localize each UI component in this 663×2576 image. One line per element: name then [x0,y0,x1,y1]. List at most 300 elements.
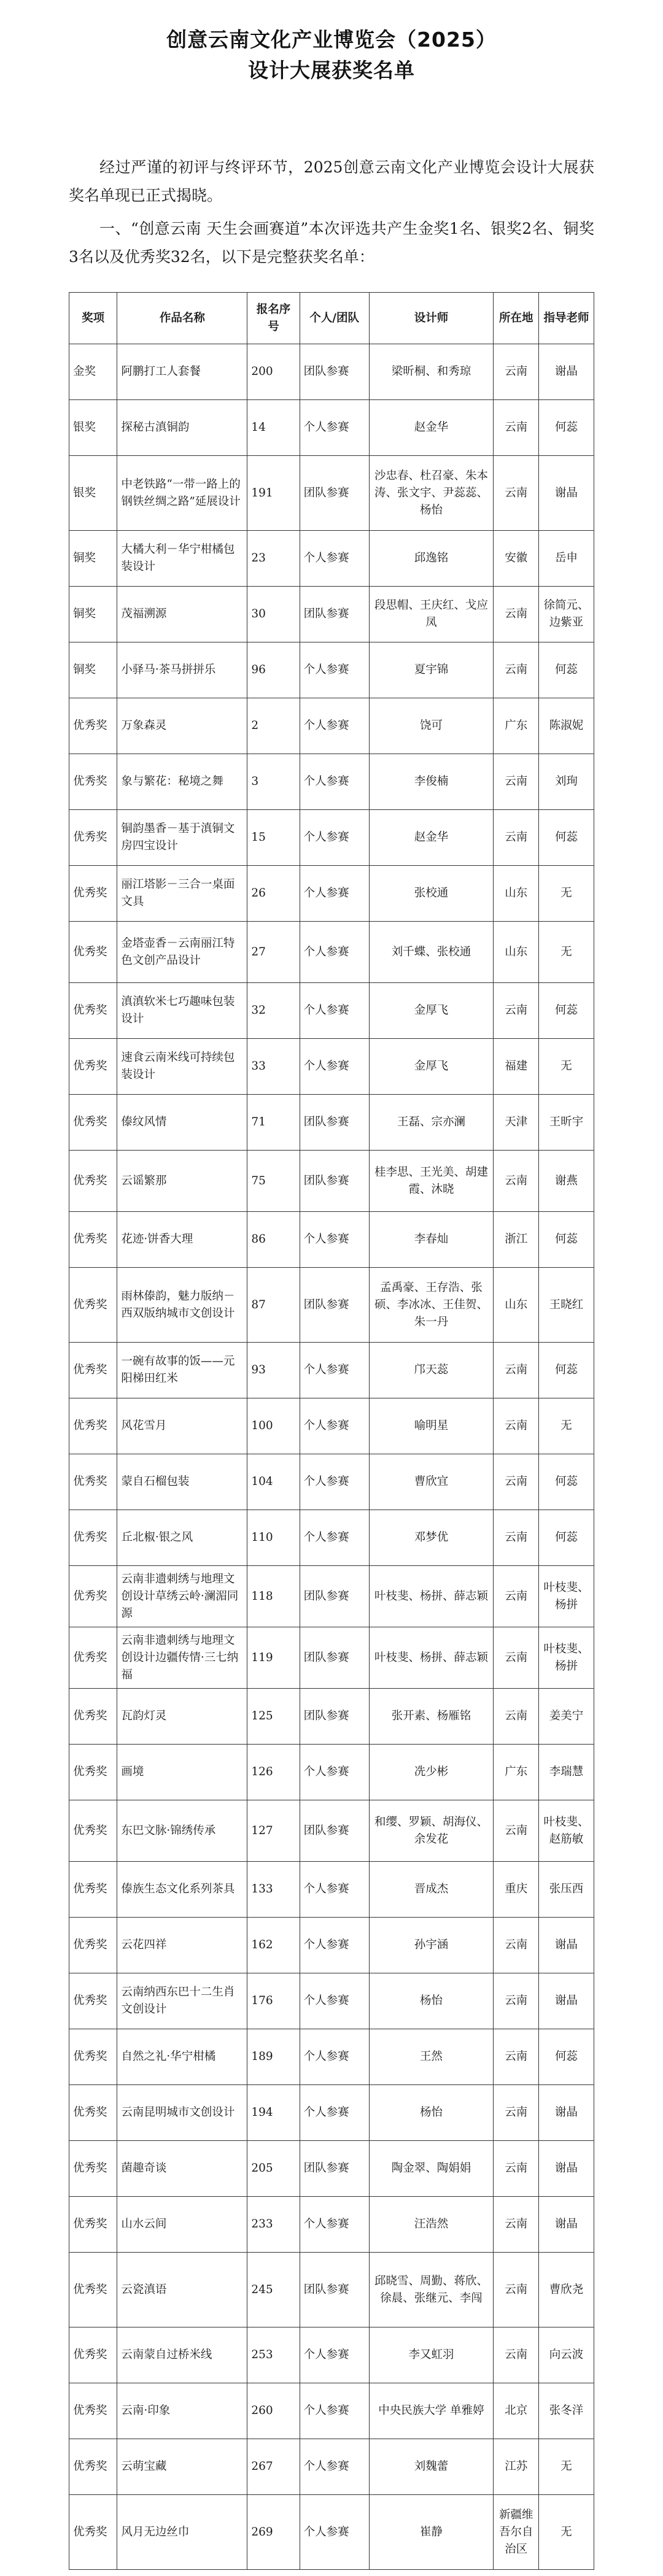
cell-work-title: 傣族生态文化系列茶具 [117,1862,247,1918]
cell-location: 云南 [494,2197,539,2253]
cell-work-title: 云南非遗刺绣与地理文创设计草绣云岭·澜湄同源 [117,1566,247,1627]
cell-designer: 曹欣宜 [369,1454,494,1510]
cell-award: 优秀奖 [69,2327,117,2383]
cell-teacher: 谢燕 [539,1151,594,1212]
cell-entry-number: 30 [247,587,300,642]
cell-entry-type: 个人参赛 [300,1343,369,1398]
table-row [69,1095,594,1151]
cell-work-title: 滇滇软米七巧趣味包装设计 [117,983,247,1039]
cell-location: 云南 [494,2141,539,2197]
cell-award: 优秀奖 [69,810,117,866]
cell-entry-type: 团队参赛 [300,1268,369,1343]
cell-entry-number: 176 [247,1973,300,2029]
cell-location: 云南 [494,642,539,698]
table-row [69,983,594,1039]
table-row [69,866,594,922]
cell-designer: 桂李思、王光美、胡建霞、沐晓 [369,1151,494,1212]
cell-award: 优秀奖 [69,1973,117,2029]
cell-designer: 张校通 [369,866,494,922]
table-row [69,1039,594,1095]
intro-paragraph-2: 一、“创意云南 天生会画赛道”本次评选共产生金奖1名、银奖2名、铜奖3名以及优秀奖32名，以下是完整获奖名单： [69,220,594,266]
cell-award: 铜奖 [69,587,117,642]
cell-designer: 陶金翠、陶娟娟 [369,2141,494,2197]
cell-location: 新疆维吾尔自治区 [494,2495,539,2570]
cell-teacher: 谢晶 [539,2141,594,2197]
cell-entry-number: 269 [247,2495,300,2570]
cell-location: 江苏 [494,2439,539,2495]
cell-entry-number: 93 [247,1343,300,1398]
cell-designer: 叶枝斐、杨拼、薛志颖 [369,1566,494,1627]
cell-location: 北京 [494,2383,539,2439]
cell-entry-type: 个人参赛 [300,1510,369,1566]
table-row [69,1918,594,1973]
table-row [69,698,594,754]
cell-award: 优秀奖 [69,1800,117,1862]
cell-designer: 冼少彬 [369,1745,494,1800]
cell-entry-number: 87 [247,1268,300,1343]
cell-work-title: 中老铁路“一带一路上的钢铁丝绸之路”延展设计 [117,456,247,531]
cell-entry-type: 个人参赛 [300,1454,369,1510]
cell-work-title: 自然之礼·华宁柑橘 [117,2029,247,2085]
cell-award: 优秀奖 [69,866,117,922]
cell-designer: 张开素、杨雁铭 [369,1689,494,1745]
table-row [69,754,594,810]
cell-work-title: 丘北椒·银之风 [117,1510,247,1566]
cell-award: 优秀奖 [69,1566,117,1627]
cell-work-title: 菌趣奇谈 [117,2141,247,2197]
cell-award: 银奖 [69,456,117,531]
cell-teacher: 张压西 [539,1862,594,1918]
table-row [69,1151,594,1212]
cell-teacher: 叶枝斐、杨拼 [539,1566,594,1627]
cell-entry-type: 个人参赛 [300,642,369,698]
cell-award: 优秀奖 [69,1212,117,1268]
cell-work-title: 东巴文脉·锦绣传承 [117,1800,247,1862]
cell-teacher: 无 [539,1398,594,1454]
cell-designer: 金厚飞 [369,1039,494,1095]
cell-work-title: 花迹·饼香大理 [117,1212,247,1268]
cell-designer: 崔静 [369,2495,494,2570]
cell-entry-number: 2 [247,698,300,754]
cell-award: 铜奖 [69,642,117,698]
cell-location: 云南 [494,2085,539,2141]
cell-entry-type: 团队参赛 [300,587,369,642]
cell-teacher: 何蕊 [539,1510,594,1566]
cell-entry-number: 260 [247,2383,300,2439]
cell-entry-number: 119 [247,1627,300,1689]
cell-entry-number: 200 [247,344,300,400]
cell-award: 优秀奖 [69,2253,117,2327]
cell-location: 云南 [494,2029,539,2085]
cell-teacher: 无 [539,866,594,922]
award-table-body [69,344,594,2570]
cell-work-title: 一碗有故事的饭——元阳梯田红米 [117,1343,247,1398]
cell-teacher: 何蕊 [539,642,594,698]
cell-entry-type: 个人参赛 [300,866,369,922]
cell-designer: 饶可 [369,698,494,754]
cell-teacher: 曹欣尧 [539,2253,594,2327]
table-row [69,400,594,456]
cell-entry-type: 个人参赛 [300,2029,369,2085]
header-award: 奖项 [69,293,117,344]
cell-designer: 孙宇涵 [369,1918,494,1973]
cell-location: 云南 [494,1627,539,1689]
cell-award: 金奖 [69,344,117,400]
title-line-1: 创意云南文化产业博览会（2025） [166,28,497,52]
cell-work-title: 云谣繁那 [117,1151,247,1212]
cell-entry-type: 个人参赛 [300,2383,369,2439]
cell-entry-number: 75 [247,1151,300,1212]
header-work: 作品名称 [117,293,247,344]
cell-entry-type: 团队参赛 [300,1566,369,1627]
table-row [69,1862,594,1918]
table-row [69,587,594,642]
table-header-row [69,293,594,344]
cell-work-title: 云萌宝藏 [117,2439,247,2495]
cell-location: 福建 [494,1039,539,1095]
cell-work-title: 雨林傣韵，魅力版纳－西双版纳城市文创设计 [117,1268,247,1343]
cell-location: 安徽 [494,531,539,587]
cell-award: 优秀奖 [69,2439,117,2495]
cell-work-title: 速食云南米线可持续包装设计 [117,1039,247,1095]
cell-location: 广东 [494,1745,539,1800]
cell-entry-number: 104 [247,1454,300,1510]
header-type: 个人/团队 [300,293,369,344]
cell-designer: 汪浩然 [369,2197,494,2253]
table-row [69,2197,594,2253]
cell-entry-number: 86 [247,1212,300,1268]
document-title [69,25,594,86]
cell-teacher: 陈淑妮 [539,698,594,754]
cell-designer: 孟禹豪、王存浩、张硕、李冰冰、王佳贺、朱一丹 [369,1268,494,1343]
cell-entry-number: 205 [247,2141,300,2197]
cell-designer: 刘千蝶、张校通 [369,922,494,983]
cell-work-title: 云瓷滇语 [117,2253,247,2327]
cell-entry-number: 33 [247,1039,300,1095]
table-row [69,1800,594,1862]
cell-award: 优秀奖 [69,1343,117,1398]
cell-work-title: 云南蒙自过桥米线 [117,2327,247,2383]
cell-entry-number: 245 [247,2253,300,2327]
cell-designer: 刘魏蕾 [369,2439,494,2495]
cell-entry-type: 团队参赛 [300,1800,369,1862]
header-number: 报名序号 [247,293,300,344]
cell-entry-number: 118 [247,1566,300,1627]
cell-teacher: 王晓红 [539,1268,594,1343]
cell-teacher: 无 [539,1039,594,1095]
cell-location: 云南 [494,400,539,456]
cell-designer: 王然 [369,2029,494,2085]
cell-location: 云南 [494,344,539,400]
cell-award: 铜奖 [69,531,117,587]
cell-entry-number: 23 [247,531,300,587]
cell-entry-type: 团队参赛 [300,2141,369,2197]
cell-teacher: 无 [539,2439,594,2495]
table-row [69,1689,594,1745]
cell-teacher: 谢晶 [539,2085,594,2141]
cell-entry-type: 个人参赛 [300,1973,369,2029]
cell-designer: 李春灿 [369,1212,494,1268]
cell-entry-type: 团队参赛 [300,1627,369,1689]
cell-designer: 梁昕桐、和秀琼 [369,344,494,400]
cell-award: 优秀奖 [69,754,117,810]
cell-designer: 和缨、罗颖、胡海仪、余发花 [369,1800,494,1862]
cell-entry-type: 个人参赛 [300,2439,369,2495]
cell-teacher: 何蕊 [539,810,594,866]
table-row [69,2253,594,2327]
cell-entry-number: 267 [247,2439,300,2495]
cell-location: 云南 [494,754,539,810]
cell-entry-type: 团队参赛 [300,1689,369,1745]
table-row [69,642,594,698]
cell-entry-number: 27 [247,922,300,983]
cell-award: 优秀奖 [69,2029,117,2085]
cell-entry-number: 32 [247,983,300,1039]
cell-award: 银奖 [69,400,117,456]
cell-entry-number: 71 [247,1095,300,1151]
cell-location: 山东 [494,866,539,922]
cell-entry-number: 233 [247,2197,300,2253]
table-row [69,456,594,531]
cell-entry-type: 个人参赛 [300,754,369,810]
cell-work-title: 画境 [117,1745,247,1800]
cell-award: 优秀奖 [69,922,117,983]
cell-location: 天津 [494,1095,539,1151]
cell-teacher: 何蕊 [539,983,594,1039]
cell-work-title: 云花四祥 [117,1918,247,1973]
cell-award: 优秀奖 [69,698,117,754]
table-row [69,2029,594,2085]
cell-award: 优秀奖 [69,2495,117,2570]
cell-work-title: 丽江塔影－三合一桌面文具 [117,866,247,922]
cell-entry-number: 253 [247,2327,300,2383]
cell-award: 优秀奖 [69,2383,117,2439]
cell-entry-number: 127 [247,1800,300,1862]
cell-designer: 金厚飞 [369,983,494,1039]
award-table [69,292,594,2570]
cell-designer: 邓梦优 [369,1510,494,1566]
table-row [69,2495,594,2570]
cell-entry-number: 125 [247,1689,300,1745]
table-row [69,531,594,587]
cell-entry-number: 26 [247,866,300,922]
cell-teacher: 岳申 [539,531,594,587]
cell-entry-number: 126 [247,1745,300,1800]
cell-teacher: 谢晶 [539,1918,594,1973]
cell-entry-number: 133 [247,1862,300,1918]
table-row [69,344,594,400]
cell-award: 优秀奖 [69,1745,117,1800]
cell-entry-number: 100 [247,1398,300,1454]
cell-entry-type: 个人参赛 [300,1745,369,1800]
table-row [69,1398,594,1454]
cell-work-title: 蒙自石榴包装 [117,1454,247,1510]
cell-award: 优秀奖 [69,1454,117,1510]
cell-location: 云南 [494,587,539,642]
cell-teacher: 谢晶 [539,1973,594,2029]
cell-work-title: 小驿马·茶马拼拼乐 [117,642,247,698]
cell-location: 云南 [494,1454,539,1510]
cell-award: 优秀奖 [69,1862,117,1918]
cell-award: 优秀奖 [69,1039,117,1095]
cell-location: 云南 [494,810,539,866]
cell-location: 云南 [494,2327,539,2383]
cell-location: 云南 [494,1398,539,1454]
cell-entry-type: 个人参赛 [300,1398,369,1454]
cell-designer: 中央民族大学 单雅婷 [369,2383,494,2439]
cell-location: 云南 [494,1151,539,1212]
cell-entry-number: 162 [247,1918,300,1973]
cell-work-title: 象与繁花：秘境之舞 [117,754,247,810]
title-line-2: 设计大展获奖名单 [248,58,415,82]
table-row [69,1454,594,1510]
cell-teacher: 姜美宁 [539,1689,594,1745]
cell-entry-type: 团队参赛 [300,1095,369,1151]
table-row [69,2383,594,2439]
cell-entry-type: 个人参赛 [300,1212,369,1268]
cell-teacher: 李瑞慧 [539,1745,594,1800]
cell-location: 云南 [494,1510,539,1566]
cell-award: 优秀奖 [69,1268,117,1343]
table-row [69,1268,594,1343]
table-row [69,1212,594,1268]
cell-entry-number: 194 [247,2085,300,2141]
cell-location: 云南 [494,1800,539,1862]
cell-work-title: 铜韵墨香－基于滇铜文房四宝设计 [117,810,247,866]
cell-entry-type: 个人参赛 [300,1862,369,1918]
cell-location: 云南 [494,983,539,1039]
cell-teacher: 何蕊 [539,400,594,456]
cell-location: 山东 [494,1268,539,1343]
cell-award: 优秀奖 [69,1918,117,1973]
cell-designer: 段思帽、王庆红、戈应凤 [369,587,494,642]
header-location: 所在地 [494,293,539,344]
cell-teacher: 谢晶 [539,344,594,400]
cell-location: 云南 [494,1566,539,1627]
cell-location: 云南 [494,1689,539,1745]
cell-entry-type: 个人参赛 [300,983,369,1039]
cell-teacher: 谢晶 [539,2197,594,2253]
cell-designer: 杨怡 [369,2085,494,2141]
cell-designer: 赵金华 [369,400,494,456]
cell-entry-type: 个人参赛 [300,810,369,866]
cell-entry-type: 个人参赛 [300,2327,369,2383]
cell-designer: 叶枝斐、杨拼、薛志颖 [369,1627,494,1689]
cell-award: 优秀奖 [69,1510,117,1566]
cell-entry-number: 189 [247,2029,300,2085]
cell-location: 云南 [494,1973,539,2029]
cell-teacher: 何蕊 [539,1343,594,1398]
cell-location: 浙江 [494,1212,539,1268]
cell-designer: 杨怡 [369,1973,494,2029]
cell-teacher: 叶枝斐、赵筋敏 [539,1800,594,1862]
cell-teacher: 徐简元、边紫亚 [539,587,594,642]
cell-teacher: 无 [539,2495,594,2570]
cell-entry-number: 110 [247,1510,300,1566]
table-row [69,1566,594,1627]
cell-award: 优秀奖 [69,2085,117,2141]
table-row [69,2439,594,2495]
cell-designer: 王磊、宗亦澜 [369,1095,494,1151]
cell-award: 优秀奖 [69,2197,117,2253]
cell-entry-type: 团队参赛 [300,344,369,400]
cell-work-title: 云南纳西东巴十二生肖文创设计 [117,1973,247,2029]
cell-work-title: 金塔壶香－云南丽江特色文创产品设计 [117,922,247,983]
cell-entry-type: 团队参赛 [300,2253,369,2327]
intro-paragraph-1: 经过严谨的初评与终评环节，2025创意云南文化产业博览会设计大展获奖名单现已正式揭晓。 [69,158,594,204]
cell-entry-type: 个人参赛 [300,531,369,587]
header-teacher: 指导老师 [539,293,594,344]
cell-entry-number: 14 [247,400,300,456]
cell-designer: 李又虹羽 [369,2327,494,2383]
cell-work-title: 茂福溯源 [117,587,247,642]
cell-award: 优秀奖 [69,1689,117,1745]
cell-award: 优秀奖 [69,2141,117,2197]
table-row [69,2085,594,2141]
header-designer: 设计师 [369,293,494,344]
cell-work-title: 云南非遗刺绣与地理文创设计边疆传情·三七纳福 [117,1627,247,1689]
cell-award: 优秀奖 [69,1151,117,1212]
cell-location: 重庆 [494,1862,539,1918]
cell-teacher: 刘珣 [539,754,594,810]
cell-award: 优秀奖 [69,983,117,1039]
intro-text [69,153,594,271]
cell-entry-type: 个人参赛 [300,400,369,456]
cell-teacher: 张冬洋 [539,2383,594,2439]
cell-location: 云南 [494,2253,539,2327]
cell-award: 优秀奖 [69,1398,117,1454]
cell-designer: 李俊楠 [369,754,494,810]
table-row [69,1973,594,2029]
cell-work-title: 云南·印象 [117,2383,247,2439]
cell-designer: 晋成杰 [369,1862,494,1918]
cell-designer: 邱逸铭 [369,531,494,587]
cell-entry-number: 3 [247,754,300,810]
cell-entry-number: 15 [247,810,300,866]
cell-location: 云南 [494,1343,539,1398]
table-row [69,1627,594,1689]
cell-entry-type: 个人参赛 [300,2495,369,2570]
cell-teacher: 向云波 [539,2327,594,2383]
table-row [69,2141,594,2197]
cell-entry-number: 96 [247,642,300,698]
cell-designer: 夏宇锦 [369,642,494,698]
cell-work-title: 山水云间 [117,2197,247,2253]
table-row [69,2327,594,2383]
cell-work-title: 大橘大利－华宁柑橘包装设计 [117,531,247,587]
cell-teacher: 王昕宇 [539,1095,594,1151]
table-row [69,810,594,866]
cell-entry-type: 个人参赛 [300,2197,369,2253]
cell-designer: 邝天蕊 [369,1343,494,1398]
cell-work-title: 傣纹风情 [117,1095,247,1151]
cell-location: 广东 [494,698,539,754]
table-row [69,1343,594,1398]
cell-teacher: 何蕊 [539,1212,594,1268]
cell-work-title: 万象森灵 [117,698,247,754]
cell-entry-type: 个人参赛 [300,2085,369,2141]
cell-entry-type: 个人参赛 [300,1039,369,1095]
cell-designer: 邱晓雪、周勤、蒋欣、徐晨、张继元、李闯 [369,2253,494,2327]
cell-teacher: 何蕊 [539,1454,594,1510]
cell-location: 云南 [494,456,539,531]
cell-teacher: 叶枝斐、杨拼 [539,1627,594,1689]
cell-location: 云南 [494,1918,539,1973]
table-row [69,922,594,983]
cell-entry-type: 团队参赛 [300,1151,369,1212]
cell-entry-type: 个人参赛 [300,1918,369,1973]
cell-entry-type: 个人参赛 [300,698,369,754]
